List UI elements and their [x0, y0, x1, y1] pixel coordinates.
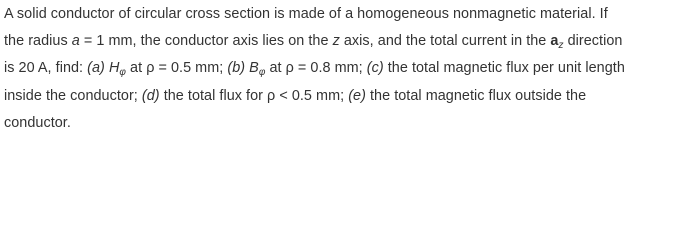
- b-field-variable: B: [249, 60, 259, 77]
- line-2-text-1: the radius: [4, 33, 72, 50]
- problem-line-3: [4, 55, 672, 82]
- problem-line-2: [4, 28, 672, 55]
- h-field-variable: H: [108, 60, 120, 77]
- line-2-text-3: axis, and the total current in the: [339, 33, 551, 50]
- line-3-text-6: the total magnetic flux per unit length: [383, 60, 625, 77]
- h-field-subscript-phi: φ: [119, 67, 126, 79]
- line-1-text: A solid conductor of circular cross section is made of a homogeneous nonmagnetic material. If: [4, 6, 608, 22]
- line-4-text-3: the total magnetic flux outside the: [365, 87, 587, 104]
- part-c-label: (c): [366, 60, 384, 77]
- part-a-label: (a): [87, 60, 105, 77]
- line-2-text-2: = 1 mm, the conductor axis lies on the: [79, 33, 333, 50]
- line-3-text-1: is 20 A, find:: [4, 60, 88, 77]
- line-2-text-4: direction: [563, 33, 623, 50]
- unit-vector-a: a: [550, 33, 559, 50]
- unit-vector-subscript-z: z: [558, 40, 564, 52]
- line-5-text: conductor.: [4, 114, 71, 131]
- radius-variable: a: [71, 33, 80, 50]
- problem-line-1: [4, 1, 672, 28]
- line-4-text-2: the total flux for ρ < 0.5 mm;: [159, 87, 349, 104]
- part-d-label: (d): [141, 87, 160, 104]
- problem-text: [4, 1, 672, 137]
- problem-line-5: [4, 110, 672, 137]
- part-e-label: (e): [348, 87, 366, 104]
- b-field-subscript-phi: φ: [258, 67, 266, 79]
- line-3-text-3: at ρ = 0.5 mm;: [126, 60, 228, 77]
- z-axis-variable: z: [332, 33, 340, 50]
- line-4-text-1: inside the conductor;: [4, 87, 142, 104]
- part-b-label: (b): [227, 60, 246, 77]
- line-3-text-5: at ρ = 0.8 mm;: [265, 60, 367, 77]
- problem-line-4: [4, 83, 672, 110]
